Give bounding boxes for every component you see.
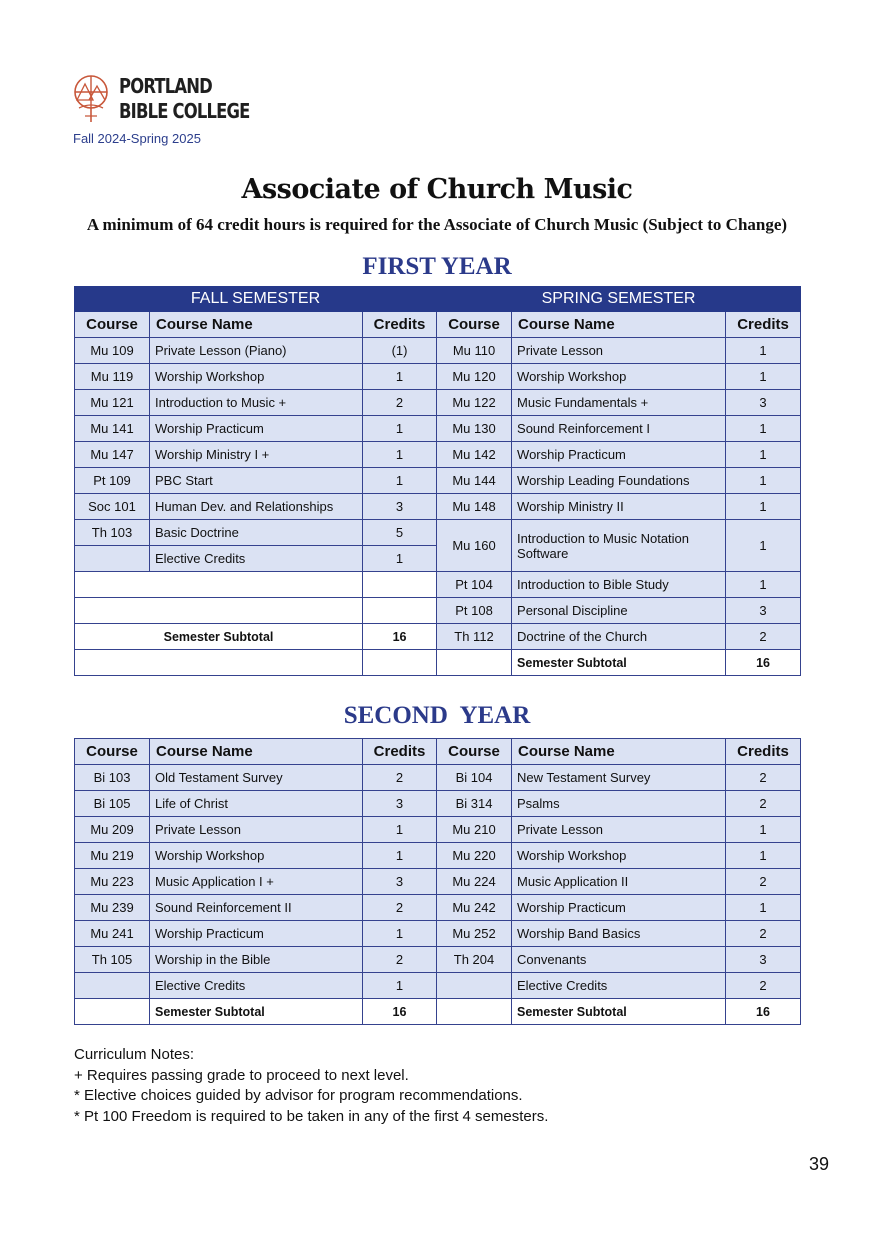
empty-cell [75,572,363,598]
course-code: Mu 148 [437,494,512,520]
course-credits: 1 [726,817,801,843]
course-name: Music Application I + [150,869,363,895]
course-name: Basic Doctrine [150,520,363,546]
course-code: Th 103 [75,520,150,546]
course-name: Worship Leading Foundations [512,468,726,494]
column-header-course-name: Course Name [512,739,726,765]
course-code: Mu 141 [75,416,150,442]
course-name: New Testament Survey [512,765,726,791]
course-credits: 2 [726,765,801,791]
course-credits: 2 [363,947,437,973]
table-row [75,791,801,817]
course-name: Convenants [512,947,726,973]
course-credits: 1 [363,546,437,572]
course-name: Worship in the Bible [150,947,363,973]
course-credits: 1 [726,572,801,598]
course-code: Soc 101 [75,494,150,520]
course-code: Mu 242 [437,895,512,921]
spring-subtotal-label: Semester Subtotal [512,999,726,1025]
first-year-table [74,286,801,676]
first-year-heading: FIRST YEAR [362,253,512,280]
course-credits: 1 [363,442,437,468]
course-name: Worship Practicum [150,416,363,442]
empty-cell [437,650,512,676]
course-code: Mu 219 [75,843,150,869]
note-item: * Pt 100 Freedom is required to be taken in any of the first 4 semesters. [74,1107,549,1125]
column-header-credits: Credits [363,739,437,765]
course-code: Th 112 [437,624,512,650]
logo-line-1: PORTLAND [119,74,212,98]
course-credits: 1 [726,468,801,494]
course-credits: 2 [726,624,801,650]
course-credits: 3 [363,791,437,817]
course-credits: 1 [726,416,801,442]
empty-cell [363,650,437,676]
course-name: Worship Practicum [150,921,363,947]
empty-cell [75,598,363,624]
course-name: Private Lesson (Piano) [150,338,363,364]
logo-line-2: BIBLE COLLEGE [119,99,250,123]
course-credits: 2 [363,765,437,791]
course-name: Worship Practicum [512,895,726,921]
column-header-credits: Credits [726,739,801,765]
course-name: Private Lesson [150,817,363,843]
table-row [75,947,801,973]
course-name: Sound Reinforcement II [150,895,363,921]
table-row [75,999,801,1025]
spring-semester-header: SPRING SEMESTER [437,287,801,312]
course-name: Worship Ministry I + [150,442,363,468]
course-code: Bi 105 [75,791,150,817]
course-code: Mu 241 [75,921,150,947]
column-header-course: Course [437,312,512,338]
course-name: Worship Workshop [512,843,726,869]
course-code: Mu 209 [75,817,150,843]
academic-year: Fall 2024-Spring 2025 [73,131,201,146]
course-name: Introduction to Bible Study [512,572,726,598]
table-row [75,572,801,598]
course-code: Bi 104 [437,765,512,791]
course-credits: 1 [363,364,437,390]
table-row [75,494,801,520]
course-code: Bi 103 [75,765,150,791]
course-credits: 3 [726,947,801,973]
course-name: Private Lesson [512,817,726,843]
second-year-table [74,738,801,1025]
curriculum-notes [74,1045,548,1127]
course-code: Th 105 [75,947,150,973]
course-name: Worship Workshop [150,843,363,869]
column-header-credits: Credits [363,312,437,338]
course-credits: 1 [363,843,437,869]
course-code: Mu 144 [437,468,512,494]
course-code: Mu 239 [75,895,150,921]
table-row [75,416,801,442]
course-name: Old Testament Survey [150,765,363,791]
course-credits: 1 [726,843,801,869]
fall-subtotal-label: Semester Subtotal [150,999,363,1025]
note-item: + Requires passing grade to proceed to next level. [74,1066,409,1084]
table-row [75,442,801,468]
course-name: Psalms [512,791,726,817]
empty-cell [437,999,512,1025]
compass-rose-logo-icon [73,72,109,124]
fall-subtotal-value: 16 [363,624,437,650]
fall-semester-header: FALL SEMESTER [75,287,437,312]
course-name: Sound Reinforcement I [512,416,726,442]
course-credits: 1 [726,494,801,520]
table-row [75,390,801,416]
table-row [75,598,801,624]
course-name: Elective Credits [150,546,363,572]
table-row [75,895,801,921]
column-header-course: Course [437,739,512,765]
empty-cell [75,650,363,676]
table-row [75,765,801,791]
course-code: Mu 120 [437,364,512,390]
table-row [75,843,801,869]
course-name: Private Lesson [512,338,726,364]
course-name: Worship Band Basics [512,921,726,947]
course-name: Music Application II [512,869,726,895]
course-code: Pt 109 [75,468,150,494]
course-code: Mu 147 [75,442,150,468]
course-name: Introduction to Music Notation Software [512,520,726,572]
page-subtitle: A minimum of 64 credit hours is required for the Associate of Church Music (Subject to Change) [86,215,788,234]
course-credits: 3 [363,494,437,520]
course-code: Pt 108 [437,598,512,624]
course-code: Mu 130 [437,416,512,442]
course-credits: 3 [363,869,437,895]
table-row [75,650,801,676]
course-code: Mu 109 [75,338,150,364]
course-name: Doctrine of the Church [512,624,726,650]
course-name: Elective Credits [512,973,726,999]
column-header-credits: Credits [726,312,801,338]
page-title: Associate of Church Music [241,174,633,205]
table-row [75,624,801,650]
course-credits: 1 [726,442,801,468]
course-name: Worship Practicum [512,442,726,468]
course-name: Human Dev. and Relationships [150,494,363,520]
course-name: Worship Workshop [512,364,726,390]
course-code: Mu 210 [437,817,512,843]
course-code: Pt 104 [437,572,512,598]
fall-subtotal-value: 16 [363,999,437,1025]
course-code: Mu 220 [437,843,512,869]
course-credits: 1 [363,416,437,442]
course-credits: (1) [363,338,437,364]
table-row [75,338,801,364]
course-credits: 5 [363,520,437,546]
course-code: Mu 119 [75,364,150,390]
column-header-course-name: Course Name [150,739,363,765]
course-credits: 2 [726,791,801,817]
column-header-course-name: Course Name [512,312,726,338]
fall-subtotal-label: Semester Subtotal [75,624,363,650]
course-credits: 1 [363,973,437,999]
course-name: Music Fundamentals + [512,390,726,416]
course-credits: 2 [726,973,801,999]
empty-cell [75,999,150,1025]
course-name: Worship Workshop [150,364,363,390]
course-credits: 3 [726,390,801,416]
table-row [75,520,801,546]
course-name: Personal Discipline [512,598,726,624]
page-number: 39 [808,1154,829,1174]
course-credits: 2 [726,869,801,895]
spring-subtotal-value: 16 [726,650,801,676]
course-credits: 1 [726,338,801,364]
course-credits: 2 [363,895,437,921]
course-code: Mu 121 [75,390,150,416]
course-credits: 1 [726,520,801,572]
course-credits: 1 [726,364,801,390]
column-header-course: Course [75,312,150,338]
column-header-course: Course [75,739,150,765]
second-year-heading: SECOND YEAR [343,702,531,729]
course-credits: 1 [363,921,437,947]
course-credits: 1 [363,468,437,494]
course-code [437,973,512,999]
course-code: Mu 122 [437,390,512,416]
table-row [75,364,801,390]
empty-cell [363,572,437,598]
course-credits: 1 [363,817,437,843]
table-row [75,973,801,999]
course-credits: 2 [726,921,801,947]
course-code: Mu 223 [75,869,150,895]
course-code: Mu 252 [437,921,512,947]
course-code [75,973,150,999]
course-name: Worship Ministry II [512,494,726,520]
course-name: PBC Start [150,468,363,494]
course-code: Mu 142 [437,442,512,468]
course-credits: 2 [363,390,437,416]
course-code: Bi 314 [437,791,512,817]
course-code [75,546,150,572]
table-row [75,468,801,494]
course-code: Mu 110 [437,338,512,364]
course-code: Mu 224 [437,869,512,895]
table-row [75,869,801,895]
course-name: Elective Credits [150,973,363,999]
empty-cell [363,598,437,624]
table-row [75,921,801,947]
spring-subtotal-value: 16 [726,999,801,1025]
course-name: Life of Christ [150,791,363,817]
notes-heading: Curriculum Notes: [74,1046,195,1063]
column-header-course-name: Course Name [150,312,363,338]
note-item: * Elective choices guided by advisor for program recommendations. [74,1087,523,1104]
spring-subtotal-label: Semester Subtotal [512,650,726,676]
course-credits: 3 [726,598,801,624]
course-code: Mu 160 [437,520,512,572]
course-name: Introduction to Music + [150,390,363,416]
table-row [75,817,801,843]
course-credits: 1 [726,895,801,921]
course-code: Th 204 [437,947,512,973]
